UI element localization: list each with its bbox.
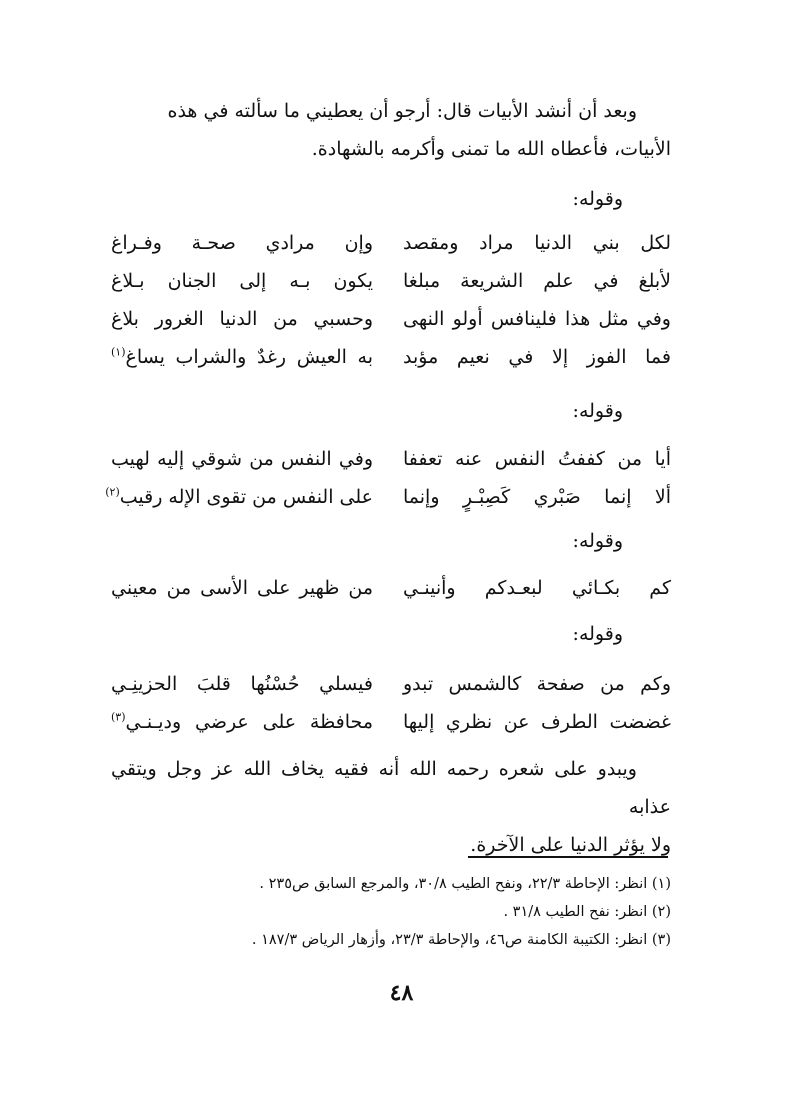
intro-line-1: وبعد أن أنشد الأبيات قال: أرجو أن يعطيني ما سألته في هذه — [167, 100, 637, 122]
page-number: ٤٨ — [389, 980, 414, 1006]
verse-first-hemistich: وفي مثل هذا فلينافس أولو النهى — [403, 308, 671, 330]
verse-first-hemistich: ألا إنما صَبْري كَصِبْـرٍ وإنما — [403, 486, 671, 508]
verse-first-hemistich: كم بكـائي لبعـدكم وأنينـي — [403, 577, 671, 599]
verse-line — [111, 440, 671, 478]
verse-second-hemistich: وفي النفس من شوقي إليه لهيب — [111, 448, 373, 470]
verse-second-hemistich: وحسبي من الدنيا الغرور بلاغ — [111, 308, 373, 330]
intro-paragraph — [111, 92, 671, 168]
verse-first-hemistich: وكم من صفحة كالشمس تبدو — [403, 673, 671, 695]
poem-1 — [111, 224, 671, 376]
poem-4-heading: وقوله: — [572, 623, 623, 645]
verse-second-hemistich: على النفس من تقوى الإله رقيب$^{(٢)}$ — [105, 485, 373, 508]
verse-first-hemistich: أيا من كففتُ النفس عنه تعففا — [403, 448, 671, 470]
closing-line-1: ويبدو على شعره رحمه الله أنه فقيه يخاف الله عز وجل ويتقي عذابه — [111, 758, 671, 818]
poem-4 — [111, 665, 671, 741]
footnote-marker: (٢) — [105, 485, 120, 499]
footnote: (١) انظر: الإحاطة ٢٢/٣، ونفح الطيب ٣٠/٨، والمرجع السابق ص٢٣٥ . — [259, 876, 671, 892]
verse-first-hemistich: لكل بني الدنيا مراد ومقصد — [403, 232, 671, 254]
footnote: (٣) انظر: الكتيبة الكامنة ص٤٦، والإحاطة ٢٣/٣، وأزهار الرياض ١٨٧/٣ . — [251, 932, 671, 948]
footnotes — [111, 870, 671, 954]
verse-first-hemistich: فما الفوز إلا في نعيم مؤبد — [403, 346, 671, 368]
verse-second-hemistich: من ظهير على الأسى من معيني — [111, 577, 373, 599]
verse-line — [111, 224, 671, 262]
intro-line-2: الأبيات، فأعطاه الله ما تمنى وأكرمه بالشهادة. — [311, 138, 671, 160]
footnote-marker: (١) — [111, 345, 126, 359]
verse-first-hemistich: غضضت الطرف عن نظري إليها — [403, 711, 671, 733]
poem-3 — [111, 569, 671, 607]
verse-line — [111, 338, 671, 376]
verse-line — [111, 703, 671, 741]
verse-line — [105, 478, 671, 516]
closing-paragraph — [111, 750, 671, 864]
verse-second-hemistich: فيسلي حُسْنُها قلبَ الحزينِـي — [111, 673, 373, 695]
poem-1-heading: وقوله: — [572, 188, 623, 210]
poem-2 — [105, 440, 671, 516]
verse-second-hemistich: وإن مرادي صحـة وفـراغ — [111, 232, 373, 254]
verse-second-hemistich: محافظة على عرضي وديـنـي$^{(٣)}$ — [111, 710, 373, 733]
verse-line — [111, 300, 671, 338]
verse-line — [111, 262, 671, 300]
footnote-divider — [468, 856, 668, 858]
verse-first-hemistich: لأبلغ في علم الشريعة مبلغا — [403, 270, 671, 292]
footnote-marker: (٣) — [111, 710, 126, 724]
poem-2-heading: وقوله: — [572, 400, 623, 422]
verse-second-hemistich: به العيش رغدٌ والشراب يساغ$^{(١)}$ — [111, 345, 373, 368]
verse-line — [111, 569, 671, 607]
verse-second-hemistich: يكون بـه إلى الجنان بـلاغ — [111, 270, 373, 292]
verse-line — [111, 665, 671, 703]
poem-3-heading: وقوله: — [572, 530, 623, 552]
closing-line-2: ولا يؤثر الدنيا على الآخرة. — [470, 834, 671, 856]
footnote: (٢) انظر: نفح الطيب ٣١/٨ . — [503, 904, 671, 920]
